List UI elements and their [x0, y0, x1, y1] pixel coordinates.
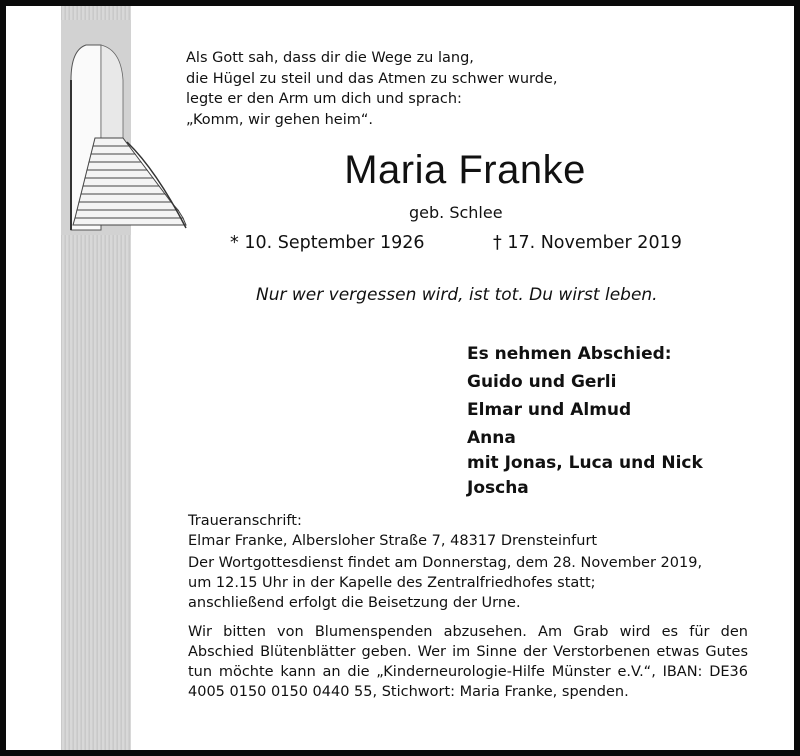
poem-line: legte er den Arm um dich und sprach:	[186, 91, 462, 107]
mourner-name: Guido und Gerli	[467, 372, 617, 392]
deceased-name: Maria Franke	[344, 148, 586, 192]
poem-line: „Komm, wir gehen heim“.	[186, 111, 373, 128]
motto: Nur wer vergessen wird, ist tot. Du wirst leben.	[256, 285, 658, 305]
mourning-address	[188, 511, 748, 551]
mourners-heading: Es nehmen Abschied:	[467, 344, 672, 364]
service-line: um 12.15 Uhr in der Kapelle des Zentralfriedhofes statt;	[188, 575, 596, 591]
mourner-name: mit Jonas, Luca und Nick	[467, 453, 703, 473]
mourner-name: Anna	[467, 428, 516, 448]
staircase-illustration-icon	[61, 20, 191, 235]
poem	[186, 48, 557, 130]
service-line: Der Wortgottesdienst findet am Donnerstag, dem 28. November 2019,	[188, 555, 703, 571]
mourner-name: Joscha	[467, 478, 529, 498]
born-name: geb. Schlee	[409, 203, 503, 222]
donation-notice: Wir bitten von Blumenspenden abzusehen. Am Grab wird es für den Abschied Blütenblätter geben. Wer im Sinne der Verstorbenen etwas Gutes tun möchte kann an die „Kinderneurologie-Hilfe Münster e.V.“, IBAN: DE36 4005 0150 0150 0440 55, Stichwort: Maria Franke, spenden.	[188, 624, 748, 700]
mourners-list	[467, 340, 703, 502]
poem-line: Als Gott sah, dass dir die Wege zu lang,	[186, 50, 474, 66]
address-value: Elmar Franke, Albersloher Straße 7, 48317 Drensteinfurt	[188, 533, 598, 549]
service-info	[188, 553, 748, 613]
death-date: † 17. November 2019	[493, 233, 682, 253]
poem-line: die Hügel zu steil und das Atmen zu schwer wurde,	[186, 70, 558, 87]
mourner-name: Elmar und Almud	[467, 400, 632, 420]
address-label: Traueranschrift:	[188, 513, 302, 529]
birth-date: * 10. September 1926	[230, 233, 425, 253]
service-line: anschließend erfolgt die Beisetzung der Urne.	[188, 595, 521, 611]
